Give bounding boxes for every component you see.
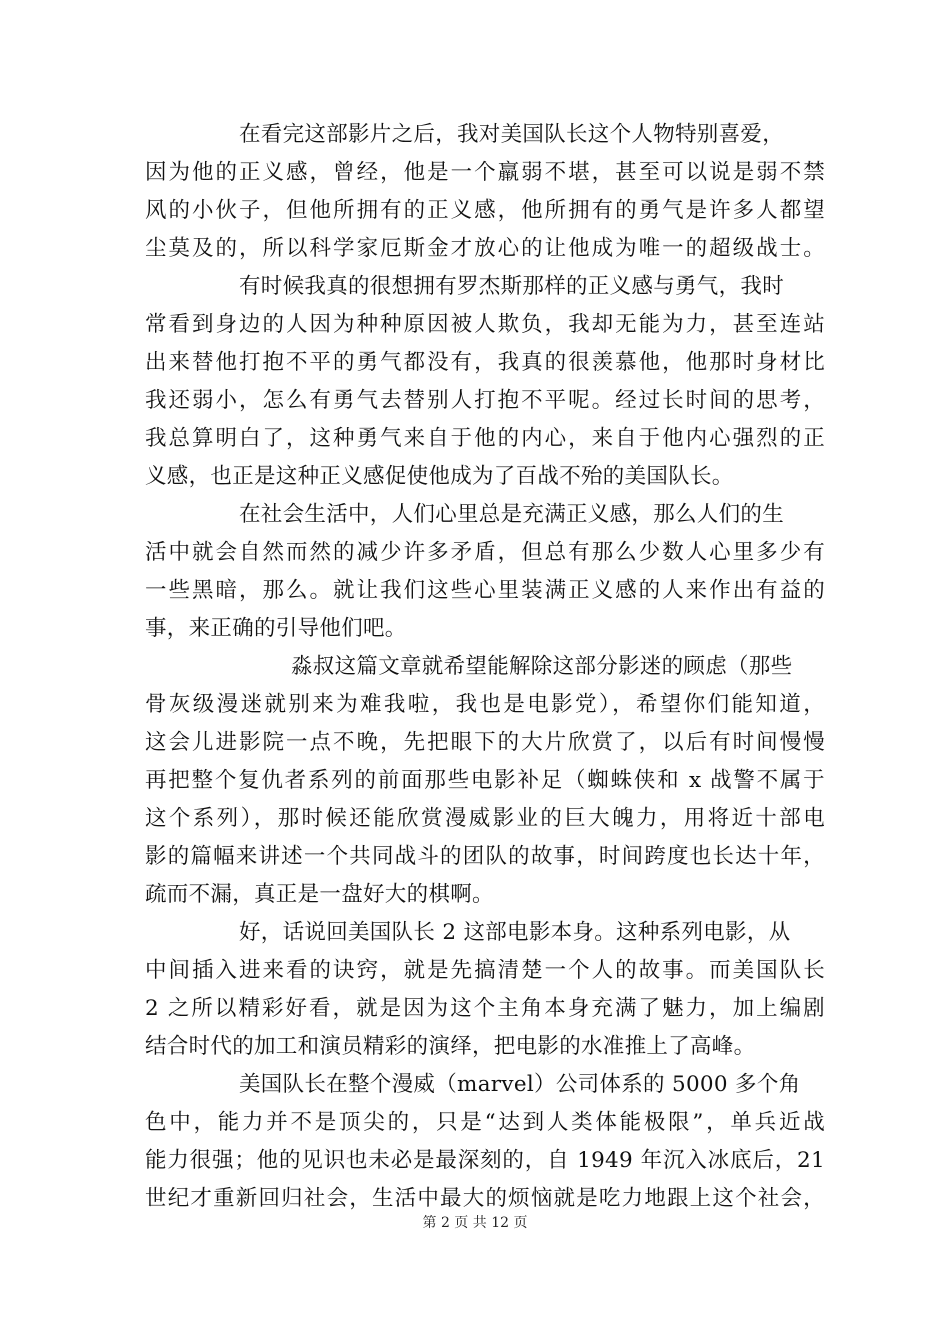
text-line: 义感，也正是这种正义感促使他成为了百战不殆的美国队长。 bbox=[145, 464, 734, 489]
text-line: 淼叔这篇文章就希望能解除这部分影迷的顾虑（那些 bbox=[291, 654, 793, 679]
paragraph bbox=[145, 1066, 825, 1218]
text-line: 结合时代的加工和演员精彩的演绎，把电影的水准推上了高峰。 bbox=[145, 1034, 756, 1059]
paragraph bbox=[145, 648, 825, 914]
text-line: 影的篇幅来讲述一个共同战斗的团队的故事，时间跨度也长达十年， bbox=[145, 844, 825, 869]
text-line: 风的小伙子，但他所拥有的正义感，他所拥有的勇气是许多人都望 bbox=[145, 198, 825, 223]
text-line: 我总算明白了，这种勇气来自于他的内心，来自于他内心强烈的正 bbox=[145, 426, 825, 451]
text-line: 出来替他打抱不平的勇气都没有，我真的很羡慕他，他那时身材比 bbox=[145, 350, 825, 375]
page-footer bbox=[0, 1213, 950, 1233]
text-line: 能力很强；他的见识也未必是最深刻的，自 1949 年沉入冰底后，21 bbox=[145, 1148, 825, 1173]
text-line: 在看完这部影片之后，我对美国队长这个人物特别喜爱， bbox=[239, 122, 785, 147]
text-line: 骨灰级漫迷就别来为难我啦，我也是电影党），希望你们能知道， bbox=[145, 692, 825, 717]
document-body bbox=[145, 116, 825, 1218]
text-line: 尘莫及的，所以科学家厄斯金才放心的让他成为唯一的超级战士。 bbox=[145, 236, 825, 261]
text-line: 在社会生活中，人们心里总是充满正义感，那么人们的生 bbox=[239, 502, 785, 527]
text-line: 因为他的正义感，曾经，他是一个羸弱不堪，甚至可以说是弱不禁 bbox=[145, 160, 825, 185]
text-line: 好，话说回美国队长 2 这部电影本身。这种系列电影，从 bbox=[239, 920, 791, 945]
text-line: 我还弱小，怎么有勇气去替别人打抱不平呢。经过长时间的思考， bbox=[145, 388, 825, 413]
text-line: 疏而不漏，真正是一盘好大的棋啊。 bbox=[145, 882, 494, 907]
paragraph bbox=[145, 116, 825, 268]
text-line: 活中就会自然而然的减少许多矛盾，但总有那么少数人心里多少有 bbox=[145, 540, 825, 565]
text-line: 色中，能力并不是顶尖的，只是“达到人类体能极限”，单兵近战 bbox=[145, 1110, 825, 1135]
paragraph bbox=[145, 496, 825, 648]
text-line: 这会儿进影院一点不晚，先把眼下的大片欣赏了，以后有时间慢慢 bbox=[145, 730, 825, 755]
text-line: 美国队长在整个漫威（marvel）公司体系的 5000 多个角 bbox=[239, 1072, 801, 1097]
page-number: 第 2 页 共 12 页 bbox=[422, 1215, 528, 1231]
text-line: 事，来正确的引导他们吧。 bbox=[145, 616, 407, 641]
text-line: 常看到身边的人因为种种原因被人欺负，我却无能为力，甚至连站 bbox=[145, 312, 825, 337]
text-line: 中间插入进来看的诀窍，就是先搞清楚一个人的故事。而美国队长 bbox=[145, 958, 825, 983]
text-line: 一些黑暗，那么。就让我们这些心里装满正义感的人来作出有益的 bbox=[145, 578, 825, 603]
paragraph bbox=[145, 268, 825, 496]
text-line: 世纪才重新回归社会，生活中最大的烦恼就是吃力地跟上这个社会， bbox=[145, 1186, 825, 1211]
text-line: 这个系列），那时候还能欣赏漫威影业的巨大魄力，用将近十部电 bbox=[145, 806, 825, 831]
paragraph bbox=[145, 914, 825, 1066]
text-line: 有时候我真的很想拥有罗杰斯那样的正义感与勇气，我时 bbox=[239, 274, 785, 299]
text-line: 再把整个复仇者系列的前面那些电影补足（蜘蛛侠和 x 战警不属于 bbox=[145, 768, 825, 793]
text-line: 2 之所以精彩好看，就是因为这个主角本身充满了魅力，加上编剧 bbox=[145, 996, 825, 1021]
